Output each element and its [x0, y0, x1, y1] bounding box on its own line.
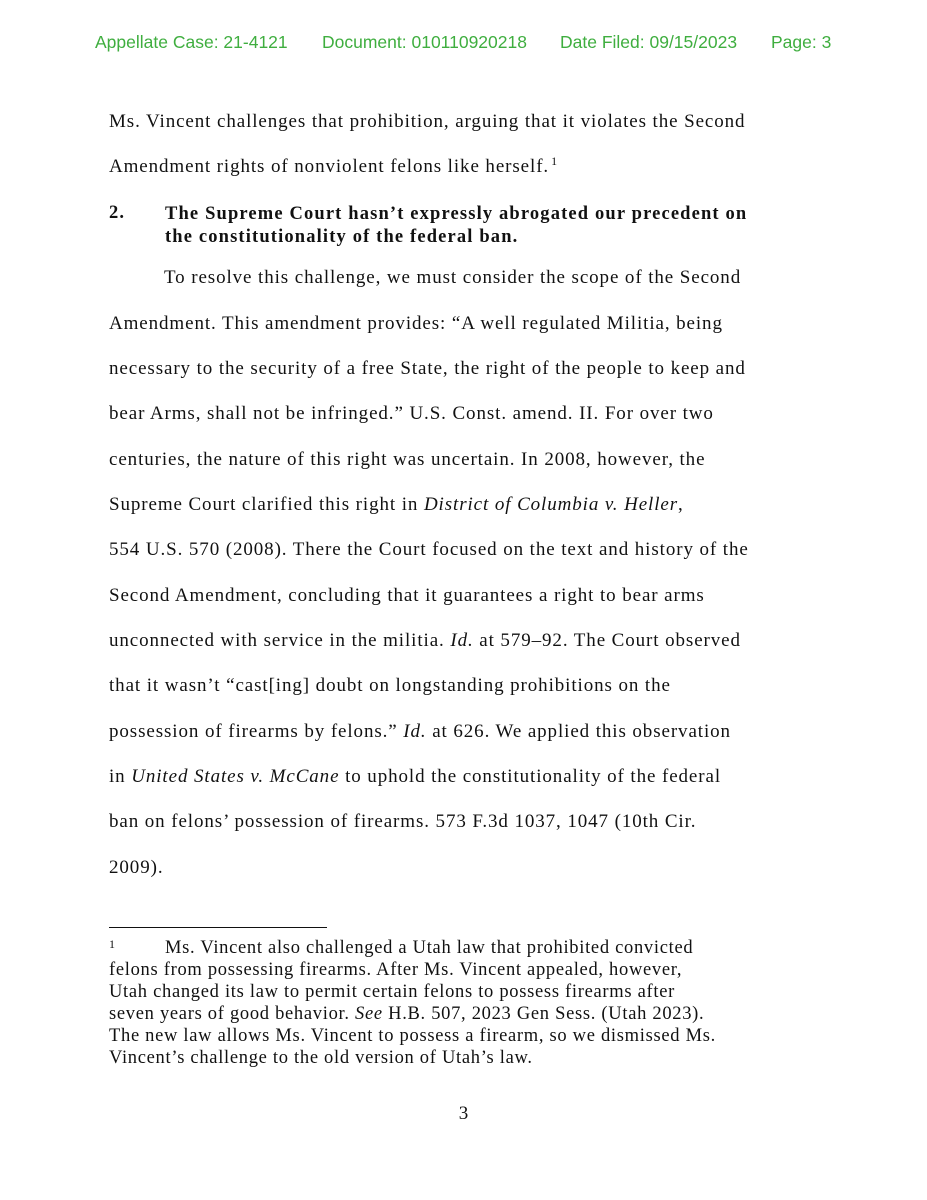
text-line: in United States v. McCane to uphold the constitutionality of the federal	[109, 766, 722, 787]
stamp-page: Page: 3	[771, 32, 832, 52]
text-line: possession of firearms by felons.” Id. at 626. We applied this observation	[109, 721, 731, 742]
footnote-line: Vincent’s challenge to the old version of Utah’s law.	[109, 1048, 533, 1068]
id-citation: Id.	[403, 721, 427, 742]
text-line: 554 U.S. 570 (2008). There the Court focused on the text and history of the	[109, 539, 749, 560]
footnote-marker: 1	[109, 937, 116, 951]
footnote-line: felons from possessing firearms. After Ms. Vincent appealed, however,	[109, 960, 683, 980]
text-line: unconnected with service in the militia. Id. at 579–92. The Court observed	[109, 630, 741, 651]
footnote-line: The new law allows Ms. Vincent to possess a firearm, so we dismissed Ms.	[109, 1026, 716, 1046]
text-line: bear Arms, shall not be infringed.” U.S. Const. amend. II. For over two	[109, 403, 714, 424]
text-line: 2009).	[109, 857, 164, 878]
heading-line: The Supreme Court hasn’t expressly abrogated our precedent on	[165, 204, 748, 224]
text-line: Supreme Court clarified this right in District of Columbia v. Heller,	[109, 494, 684, 515]
id-citation: Id.	[450, 630, 474, 651]
case-citation: United States v. McCane	[131, 766, 340, 787]
footnote-line: seven years of good behavior. See H.B. 507, 2023 Gen Sess. (Utah 2023).	[109, 1004, 705, 1024]
footnote-line: Ms. Vincent also challenged a Utah law that prohibited convicted	[165, 938, 694, 958]
text-line: Ms. Vincent challenges that prohibition, arguing that it violates the Second	[109, 111, 746, 132]
text-line: To resolve this challenge, we must consider the scope of the Second	[164, 267, 742, 288]
text-line: ban on felons’ possession of firearms. 573 F.3d 1037, 1047 (10th Cir.	[109, 811, 697, 832]
date-filed: Date Filed: 09/15/2023	[560, 32, 738, 52]
see-signal: See	[355, 1004, 383, 1024]
footnote-line: Utah changed its law to permit certain felons to possess firearms after	[109, 982, 675, 1002]
text-line: necessary to the security of a free State, the right of the people to keep and	[109, 358, 746, 379]
text-line: centuries, the nature of this right was uncertain. In 2008, however, the	[109, 449, 706, 470]
text-line: Second Amendment, concluding that it guarantees a right to bear arms	[109, 585, 705, 606]
section-number: 2.	[109, 203, 126, 223]
page-number: 3	[458, 1103, 469, 1124]
case-citation: District of Columbia v. Heller	[423, 494, 679, 515]
footnote-divider	[109, 927, 327, 928]
text-line: Amendment. This amendment provides: “A well regulated Militia, being	[109, 313, 723, 334]
text-line: Amendment rights of nonviolent felons like herself. $^1$	[109, 153, 558, 177]
filing-stamp-header	[0, 32, 927, 58]
heading-line: the constitutionality of the federal ban.	[165, 227, 519, 247]
text-line: that it wasn’t “cast[ing] doubt on longstanding prohibitions on the	[109, 675, 671, 696]
footnote-reference[interactable]: 1	[551, 153, 558, 168]
case-number: Appellate Case: 21-4121	[95, 32, 288, 52]
document-number: Document: 010110920218	[322, 32, 527, 52]
